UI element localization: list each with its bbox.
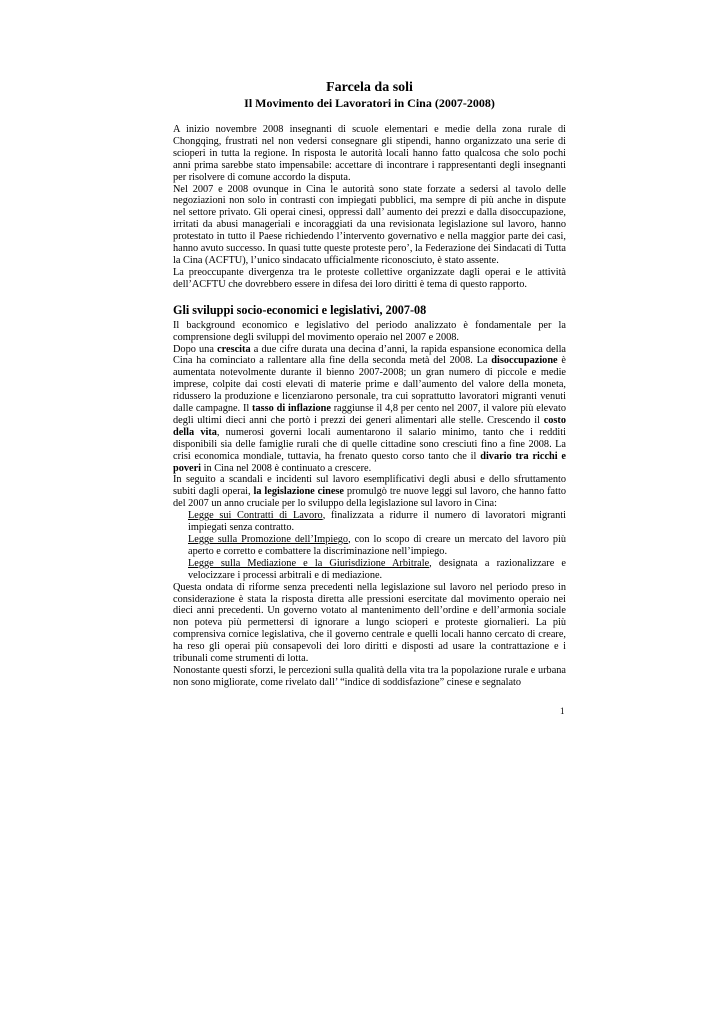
text-run: in Cina nel 2008 è continuato a crescere. <box>201 462 372 474</box>
text-run: è aumentata notevolmente durante il bienno 2007-2008; un gran numero di piccole e medie imprese, colpite dai costi elevati di materie prime e dall’aumento del valore della moneta, ridussero la produzione e licenziarono personale, tra cui soprattutto lavoratori migranti venuti dalle campagne. Il <box>173 355 566 415</box>
bold-term-divario: divario tra ricchi e poveri <box>173 450 566 474</box>
law-name: Legge sulla Promozione dell’Impiego <box>188 534 349 545</box>
intro-paragraph-2: Nel 2007 e 2008 ovunque in Cina le autorità sono state forzate a sedersi al tavolo delle negoziazioni non solo in contrasti con impiegati pubblici, ma sempre di più anche in dispute nel settore privato. Gli operai cinesi, oppressi dall’ aumento dei prezzi e dalla disoccupazione, irritati da abusi manageriali e incoraggiati da una revisionata legislazione sul lavoro, hanno protestato in tutto il Paese richiedendo l’intervento governativo e nella maggior parte dei casi, hanno avuto successo. In quasi tutte queste proteste pero’, la Federazione dei Sindacati di Tutta la Cina (ACFTU), l’unico sindacato ufficialmente riconosciuto, è stato assente. <box>173 183 566 266</box>
bold-term-disoccupazione: disoccupazione <box>491 355 558 367</box>
law-item-mediazione <box>173 558 566 582</box>
text-run: In seguito a scandali e incidenti sul lavoro esemplificativi degli abusi e dello sfruttamento subiti dagli operai, <box>173 474 566 498</box>
page-number: 1 <box>560 706 565 716</box>
section-paragraph-3 <box>173 474 566 510</box>
text-run: Dopo una <box>173 343 218 355</box>
bold-term-costo-vita: costo della vita <box>173 414 566 438</box>
document-subtitle: Il Movimento dei Lavoratori in Cina (2007-2008) <box>244 96 495 110</box>
section-paragraph-2 <box>173 344 566 475</box>
intro-paragraph-1: A inizio novembre 2008 insegnanti di scuole elementari e medie della zona rurale di Chongqing, frustrati nel non vedersi consegnare gli stipendi, hanno organizzato una serie di scioperi in tutta la regione. In risposta le autorità locali hanno fatto qualcosa che solo pochi anni prima sarebbe stato impensabile: accettare di incontrare i rappresentanti degli insegnanti per risolvere di comune accordo la disputa. <box>173 124 566 183</box>
section-heading: Gli sviluppi socio-economici e legislativi, 2007-08 <box>173 302 427 317</box>
text-run: a due cifre durata una decina d’anni, la rapida espansione economica della Cina ha cominciato a rallentare alla fine della seconda metà del 2008. La <box>173 343 566 367</box>
bold-term-crescita: crescita <box>217 343 251 355</box>
document-title: Farcela da soli <box>326 80 413 95</box>
law-item-impiego <box>173 534 566 558</box>
document-body <box>173 80 566 689</box>
text-run: raggiunse il 4,8 per cento nel 2007, il valore più elevato degli ultimi dieci anni che portò i prezzi dei generi alimentari alle stelle. Crescendo il <box>173 403 566 426</box>
intro-paragraph-3: La preoccupante divergenza tra le proteste collettive organizzate dagli operai e le attività dell’ACFTU che dovrebbero essere in difesa dei loro diritti è tema di questo rapporto. <box>173 266 566 290</box>
bold-term-legislazione: la legislazione cinese <box>253 486 344 498</box>
text-run: promulgò tre nuove leggi sul lavoro, che hanno fatto del 2007 un anno cruciale per lo sviluppo della legislazione sul lavoro in Cina: <box>173 486 567 510</box>
law-name: Legge sulla Mediazione e la Giurisdizione Arbitrale <box>188 557 430 569</box>
law-item-contratti <box>173 510 566 534</box>
law-name: Legge sui Contratti di Lavoro <box>188 510 323 522</box>
bold-term-inflazione: tasso di inflazione <box>252 403 331 415</box>
law-description: , con lo scopo di creare un mercato del lavoro più aperto e corretto e combattere la discriminazione nell’impiego. <box>188 534 566 557</box>
section-paragraph-4: Questa ondata di riforme senza precedenti nella legislazione sul lavoro nel periodo preso in considerazione è stata la risposta diretta alle pressioni esercitate dal movimento operaio nei dieci anni precedenti. Un governo votato al mantenimento dell’ordine e dell’armonia sociale non poteva più permettersi di ignorare a lungo scioperi e proteste giornalieri. La più comprensiva cornice legislativa, che il governo centrale e quelli locali hanno cercato di creare, ha reso gli operai più consapevoli dei loro diritti e disposti ad usare la contrattazione e i tribunali come strumenti di lotta. <box>173 581 566 665</box>
law-description: , designata a razionalizzare e velocizzare i processi arbitrali e di mediazione. <box>188 557 566 581</box>
section-paragraph-1: Il background economico e legislativo del periodo analizzato è fondamentale per la comprensione degli sviluppi del movimento operaio nel 2007 e 2008. <box>173 319 566 343</box>
law-description: , finalizzata a ridurre il numero di lavoratori migranti impiegati senza contratto. <box>188 510 566 534</box>
text-run: , numerosi governi locali aumentarono il salario minimo, tanto che i redditi disponibili sia delle famiglie rurali che di quelle cittadine sono cresciuti fino a fine 2008. La crisi economica mondiale, tuttavia, ha frenato questo corso tanto che il <box>173 426 567 462</box>
section-paragraph-5: Nonostante questi sforzi, le percezioni sulla qualità della vita tra la popolazione rurale e urbana non sono migliorate, come rivelato dall’ “indice di soddisfazione” cinese e segnalato <box>173 664 566 688</box>
